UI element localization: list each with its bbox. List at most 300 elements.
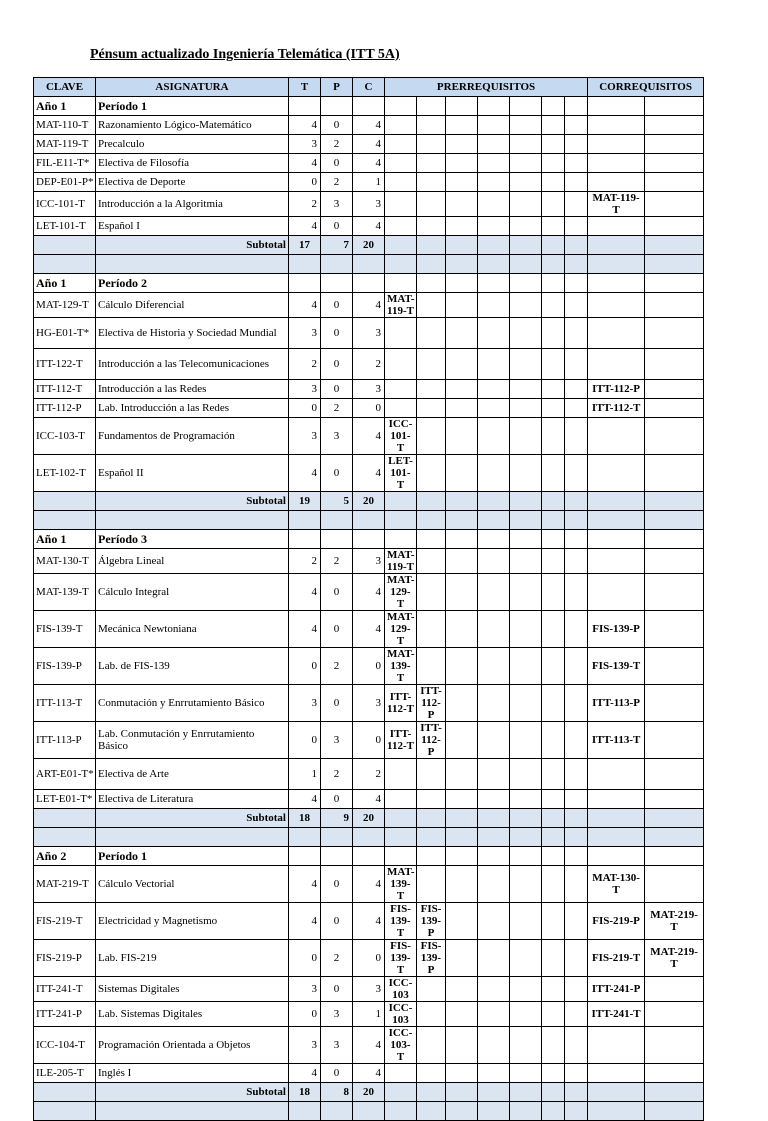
empty-cell <box>645 236 704 255</box>
theory-hours: 4 <box>289 574 321 611</box>
empty-cell <box>289 828 321 847</box>
prerequisite-2 <box>417 173 446 192</box>
table-row <box>34 759 704 790</box>
empty-cell <box>510 1027 542 1064</box>
table-row <box>34 549 704 574</box>
prerequisite-2 <box>417 759 446 790</box>
table-row <box>34 866 704 903</box>
block-header <box>34 274 704 293</box>
empty-cell <box>565 977 588 1002</box>
prerequisite-1: ICC-103 <box>385 1002 417 1027</box>
prerequisite-2 <box>417 318 446 349</box>
empty-cell <box>510 380 542 399</box>
credits: 4 <box>353 903 385 940</box>
empty-cell <box>542 274 565 293</box>
empty-cell <box>417 255 446 274</box>
subtotal-label: Subtotal <box>96 236 289 255</box>
empty-cell <box>645 97 704 116</box>
table-row <box>34 685 704 722</box>
corequisite-1 <box>588 135 645 154</box>
prerequisite-2: ITT-112-P <box>417 722 446 759</box>
theory-hours: 0 <box>289 399 321 418</box>
theory-hours: 3 <box>289 1027 321 1064</box>
corequisite-2 <box>645 217 704 236</box>
credits: 4 <box>353 154 385 173</box>
corequisite-2 <box>645 455 704 492</box>
empty-cell <box>385 97 417 116</box>
empty-cell <box>542 217 565 236</box>
course-name: Programación Orientada a Objetos <box>96 1027 289 1064</box>
prerequisite-1 <box>385 759 417 790</box>
subtotal-row <box>34 492 704 511</box>
empty-cell <box>510 318 542 349</box>
theory-hours: 3 <box>289 318 321 349</box>
corequisite-1 <box>588 154 645 173</box>
empty-cell <box>478 380 510 399</box>
empty-cell <box>510 903 542 940</box>
course-code: FIS-219-P <box>34 940 96 977</box>
course-code: LET-101-T <box>34 217 96 236</box>
prerequisite-2 <box>417 574 446 611</box>
theory-hours: 2 <box>289 549 321 574</box>
empty-cell <box>588 1102 645 1121</box>
empty-cell <box>289 511 321 530</box>
credits: 0 <box>353 722 385 759</box>
empty-cell <box>542 135 565 154</box>
practice-hours: 0 <box>321 154 353 173</box>
theory-hours: 2 <box>289 192 321 217</box>
corequisite-1: ITT-113-P <box>588 685 645 722</box>
course-code: ITT-241-P <box>34 1002 96 1027</box>
corequisite-2 <box>645 1064 704 1083</box>
empty-cell <box>478 274 510 293</box>
course-name: Razonamiento Lógico-Matemático <box>96 116 289 135</box>
table-row <box>34 648 704 685</box>
subtotal-p: 7 <box>321 236 353 255</box>
empty-cell <box>34 809 96 828</box>
empty-cell <box>510 1083 542 1102</box>
course-code: ITT-113-P <box>34 722 96 759</box>
course-name: Lab. FIS-219 <box>96 940 289 977</box>
empty-cell <box>446 318 478 349</box>
prerequisite-2 <box>417 192 446 217</box>
empty-cell <box>446 492 478 511</box>
prerequisite-2: ITT-112-P <box>417 685 446 722</box>
empty-cell <box>510 611 542 648</box>
empty-cell <box>478 574 510 611</box>
corequisite-2 <box>645 866 704 903</box>
theory-hours: 0 <box>289 173 321 192</box>
empty-cell <box>565 1102 588 1121</box>
empty-cell <box>289 97 321 116</box>
credits: 4 <box>353 217 385 236</box>
credits: 4 <box>353 790 385 809</box>
course-code: ICC-101-T <box>34 192 96 217</box>
table-row <box>34 293 704 318</box>
credits: 4 <box>353 116 385 135</box>
empty-cell <box>510 977 542 1002</box>
empty-cell <box>645 274 704 293</box>
empty-cell <box>542 293 565 318</box>
credits: 4 <box>353 574 385 611</box>
prerequisite-2 <box>417 455 446 492</box>
course-code: LET-E01-T* <box>34 790 96 809</box>
corequisite-1: ITT-241-P <box>588 977 645 1002</box>
empty-cell <box>565 759 588 790</box>
empty-cell <box>645 1102 704 1121</box>
empty-cell <box>565 722 588 759</box>
empty-cell <box>565 154 588 173</box>
empty-cell <box>446 274 478 293</box>
empty-cell <box>510 685 542 722</box>
empty-cell <box>510 940 542 977</box>
empty-cell <box>478 1064 510 1083</box>
prerequisite-1 <box>385 790 417 809</box>
empty-cell <box>510 217 542 236</box>
prerequisite-1 <box>385 1064 417 1083</box>
empty-cell <box>353 828 385 847</box>
empty-cell <box>542 574 565 611</box>
empty-cell <box>565 790 588 809</box>
empty-cell <box>446 1002 478 1027</box>
empty-cell <box>542 192 565 217</box>
course-code: ILE-205-T <box>34 1064 96 1083</box>
theory-hours: 0 <box>289 722 321 759</box>
practice-hours: 0 <box>321 318 353 349</box>
corequisite-2 <box>645 611 704 648</box>
subtotal-row <box>34 809 704 828</box>
course-name: Lab. Sistemas Digitales <box>96 1002 289 1027</box>
empty-cell <box>321 97 353 116</box>
empty-cell <box>417 97 446 116</box>
empty-cell <box>446 847 478 866</box>
practice-hours: 0 <box>321 293 353 318</box>
prerequisite-1 <box>385 399 417 418</box>
corequisite-2 <box>645 135 704 154</box>
empty-cell <box>510 154 542 173</box>
table-row <box>34 399 704 418</box>
empty-cell <box>565 574 588 611</box>
empty-cell <box>289 847 321 866</box>
empty-cell <box>321 274 353 293</box>
empty-cell <box>588 828 645 847</box>
course-name: Electiva de Historia y Sociedad Mundial <box>96 318 289 349</box>
year-label: Año 1 <box>34 530 96 549</box>
corequisite-2 <box>645 977 704 1002</box>
table-row <box>34 318 704 349</box>
empty-cell <box>510 866 542 903</box>
empty-cell <box>417 274 446 293</box>
empty-cell <box>96 255 289 274</box>
empty-cell <box>478 455 510 492</box>
empty-cell <box>385 274 417 293</box>
corequisite-1: FIS-219-T <box>588 940 645 977</box>
table-row <box>34 1002 704 1027</box>
empty-cell <box>446 759 478 790</box>
empty-cell <box>565 274 588 293</box>
empty-cell <box>478 399 510 418</box>
empty-cell <box>510 492 542 511</box>
prerequisite-2 <box>417 349 446 380</box>
practice-hours: 2 <box>321 759 353 790</box>
course-name: Introducción a las Redes <box>96 380 289 399</box>
theory-hours: 3 <box>289 977 321 1002</box>
empty-cell <box>510 418 542 455</box>
empty-cell <box>385 828 417 847</box>
course-name: Electiva de Arte <box>96 759 289 790</box>
year-label: Año 1 <box>34 97 96 116</box>
corequisite-2 <box>645 399 704 418</box>
empty-cell <box>34 1083 96 1102</box>
header-clave: CLAVE <box>34 78 96 97</box>
empty-cell <box>321 255 353 274</box>
empty-cell <box>510 274 542 293</box>
empty-cell <box>542 380 565 399</box>
header-t: T <box>289 78 321 97</box>
empty-cell <box>565 549 588 574</box>
empty-cell <box>478 135 510 154</box>
empty-cell <box>353 511 385 530</box>
practice-hours: 2 <box>321 549 353 574</box>
table-row <box>34 903 704 940</box>
theory-hours: 3 <box>289 685 321 722</box>
empty-cell <box>417 1083 446 1102</box>
table-row <box>34 192 704 217</box>
empty-cell <box>565 903 588 940</box>
course-name: Inglés I <box>96 1064 289 1083</box>
prerequisite-1 <box>385 116 417 135</box>
empty-cell <box>478 293 510 318</box>
empty-cell <box>478 828 510 847</box>
spacer-row <box>34 511 704 530</box>
empty-cell <box>446 1083 478 1102</box>
empty-cell <box>510 173 542 192</box>
table-row <box>34 1064 704 1083</box>
empty-cell <box>542 1002 565 1027</box>
prerequisite-1: MAT-139-T <box>385 648 417 685</box>
year-label: Año 2 <box>34 847 96 866</box>
credits: 1 <box>353 1002 385 1027</box>
empty-cell <box>321 828 353 847</box>
empty-cell <box>588 1083 645 1102</box>
prerequisite-2 <box>417 135 446 154</box>
empty-cell <box>96 511 289 530</box>
credits: 3 <box>353 318 385 349</box>
credits: 0 <box>353 399 385 418</box>
empty-cell <box>417 1102 446 1121</box>
prerequisite-2 <box>417 399 446 418</box>
credits: 3 <box>353 549 385 574</box>
empty-cell <box>510 847 542 866</box>
empty-cell <box>510 236 542 255</box>
theory-hours: 4 <box>289 903 321 940</box>
practice-hours: 0 <box>321 116 353 135</box>
course-code: ITT-241-T <box>34 977 96 1002</box>
empty-cell <box>565 648 588 685</box>
spacer-row <box>34 1102 704 1121</box>
empty-cell <box>542 511 565 530</box>
empty-cell <box>542 455 565 492</box>
empty-cell <box>478 790 510 809</box>
empty-cell <box>565 455 588 492</box>
empty-cell <box>565 1027 588 1064</box>
empty-cell <box>588 809 645 828</box>
empty-cell <box>446 511 478 530</box>
prerequisite-2 <box>417 1002 446 1027</box>
empty-cell <box>645 847 704 866</box>
credits: 4 <box>353 611 385 648</box>
corequisite-2 <box>645 790 704 809</box>
curriculum-table <box>33 77 704 1121</box>
header-asignatura: ASIGNATURA <box>96 78 289 97</box>
corequisite-2 <box>645 192 704 217</box>
empty-cell <box>542 318 565 349</box>
table-row <box>34 977 704 1002</box>
empty-cell <box>510 1102 542 1121</box>
credits: 3 <box>353 192 385 217</box>
prerequisite-1: ICC-103-T <box>385 1027 417 1064</box>
empty-cell <box>385 1102 417 1121</box>
empty-cell <box>645 828 704 847</box>
empty-cell <box>542 255 565 274</box>
practice-hours: 0 <box>321 1064 353 1083</box>
subtotal-t: 18 <box>289 1083 321 1102</box>
course-name: Mecánica Newtoniana <box>96 611 289 648</box>
table-row <box>34 173 704 192</box>
empty-cell <box>478 217 510 236</box>
theory-hours: 4 <box>289 455 321 492</box>
block-header <box>34 847 704 866</box>
subtotal-p: 8 <box>321 1083 353 1102</box>
course-code: LET-102-T <box>34 455 96 492</box>
spacer-row <box>34 255 704 274</box>
subtotal-t: 18 <box>289 809 321 828</box>
table-row <box>34 135 704 154</box>
subtotal-row <box>34 236 704 255</box>
prerequisite-2 <box>417 1027 446 1064</box>
empty-cell <box>510 759 542 790</box>
credits: 4 <box>353 135 385 154</box>
course-name: Español II <box>96 455 289 492</box>
empty-cell <box>478 154 510 173</box>
corequisite-2 <box>645 1002 704 1027</box>
empty-cell <box>510 97 542 116</box>
empty-cell <box>542 1027 565 1064</box>
empty-cell <box>478 1102 510 1121</box>
corequisite-2 <box>645 418 704 455</box>
spacer-row <box>34 828 704 847</box>
table-row <box>34 349 704 380</box>
empty-cell <box>478 722 510 759</box>
corequisite-2 <box>645 380 704 399</box>
empty-cell <box>446 135 478 154</box>
practice-hours: 0 <box>321 977 353 1002</box>
empty-cell <box>96 828 289 847</box>
empty-cell <box>645 255 704 274</box>
practice-hours: 0 <box>321 455 353 492</box>
course-name: Electricidad y Magnetismo <box>96 903 289 940</box>
corequisite-2 <box>645 349 704 380</box>
corequisite-2 <box>645 1027 704 1064</box>
empty-cell <box>478 903 510 940</box>
table-row <box>34 217 704 236</box>
course-name: Lab. Conmutación y Enrrutamiento Básico <box>96 722 289 759</box>
empty-cell <box>565 349 588 380</box>
corequisite-1 <box>588 455 645 492</box>
table-row <box>34 611 704 648</box>
empty-cell <box>417 511 446 530</box>
corequisite-2 <box>645 293 704 318</box>
header-prerrequisitos: PRERREQUISITOS <box>385 78 588 97</box>
practice-hours: 0 <box>321 217 353 236</box>
empty-cell <box>446 97 478 116</box>
empty-cell <box>385 511 417 530</box>
prerequisite-1: FIS-139-T <box>385 940 417 977</box>
empty-cell <box>542 492 565 511</box>
empty-cell <box>542 349 565 380</box>
corequisite-1 <box>588 418 645 455</box>
corequisite-2 <box>645 173 704 192</box>
empty-cell <box>542 1083 565 1102</box>
practice-hours: 0 <box>321 903 353 940</box>
corequisite-2 <box>645 574 704 611</box>
credits: 1 <box>353 173 385 192</box>
empty-cell <box>565 511 588 530</box>
empty-cell <box>510 809 542 828</box>
table-row <box>34 722 704 759</box>
block-header <box>34 530 704 549</box>
empty-cell <box>478 1002 510 1027</box>
empty-cell <box>510 255 542 274</box>
theory-hours: 4 <box>289 1064 321 1083</box>
subtotal-c: 20 <box>353 236 385 255</box>
course-name: Introducción a las Telecomunicaciones <box>96 349 289 380</box>
credits: 4 <box>353 455 385 492</box>
empty-cell <box>588 847 645 866</box>
empty-cell <box>542 809 565 828</box>
empty-cell <box>385 847 417 866</box>
corequisite-1: MAT-130-T <box>588 866 645 903</box>
course-code: ICC-103-T <box>34 418 96 455</box>
credits: 4 <box>353 1064 385 1083</box>
course-name: Introducción a la Algoritmia <box>96 192 289 217</box>
empty-cell <box>446 255 478 274</box>
empty-cell <box>478 847 510 866</box>
credits: 2 <box>353 759 385 790</box>
practice-hours: 0 <box>321 866 353 903</box>
credits: 3 <box>353 380 385 399</box>
course-name: Electiva de Deporte <box>96 173 289 192</box>
table-row <box>34 1027 704 1064</box>
empty-cell <box>510 511 542 530</box>
empty-cell <box>565 685 588 722</box>
practice-hours: 0 <box>321 380 353 399</box>
credits: 4 <box>353 866 385 903</box>
empty-cell <box>478 809 510 828</box>
theory-hours: 4 <box>289 790 321 809</box>
subtotal-label: Subtotal <box>96 809 289 828</box>
header-p: P <box>321 78 353 97</box>
course-code: ITT-122-T <box>34 349 96 380</box>
course-name: Lab. Introducción a las Redes <box>96 399 289 418</box>
prerequisite-2 <box>417 977 446 1002</box>
theory-hours: 4 <box>289 217 321 236</box>
course-code: MAT-139-T <box>34 574 96 611</box>
prerequisite-1: MAT-119-T <box>385 549 417 574</box>
course-name: Español I <box>96 217 289 236</box>
empty-cell <box>565 318 588 349</box>
theory-hours: 4 <box>289 293 321 318</box>
